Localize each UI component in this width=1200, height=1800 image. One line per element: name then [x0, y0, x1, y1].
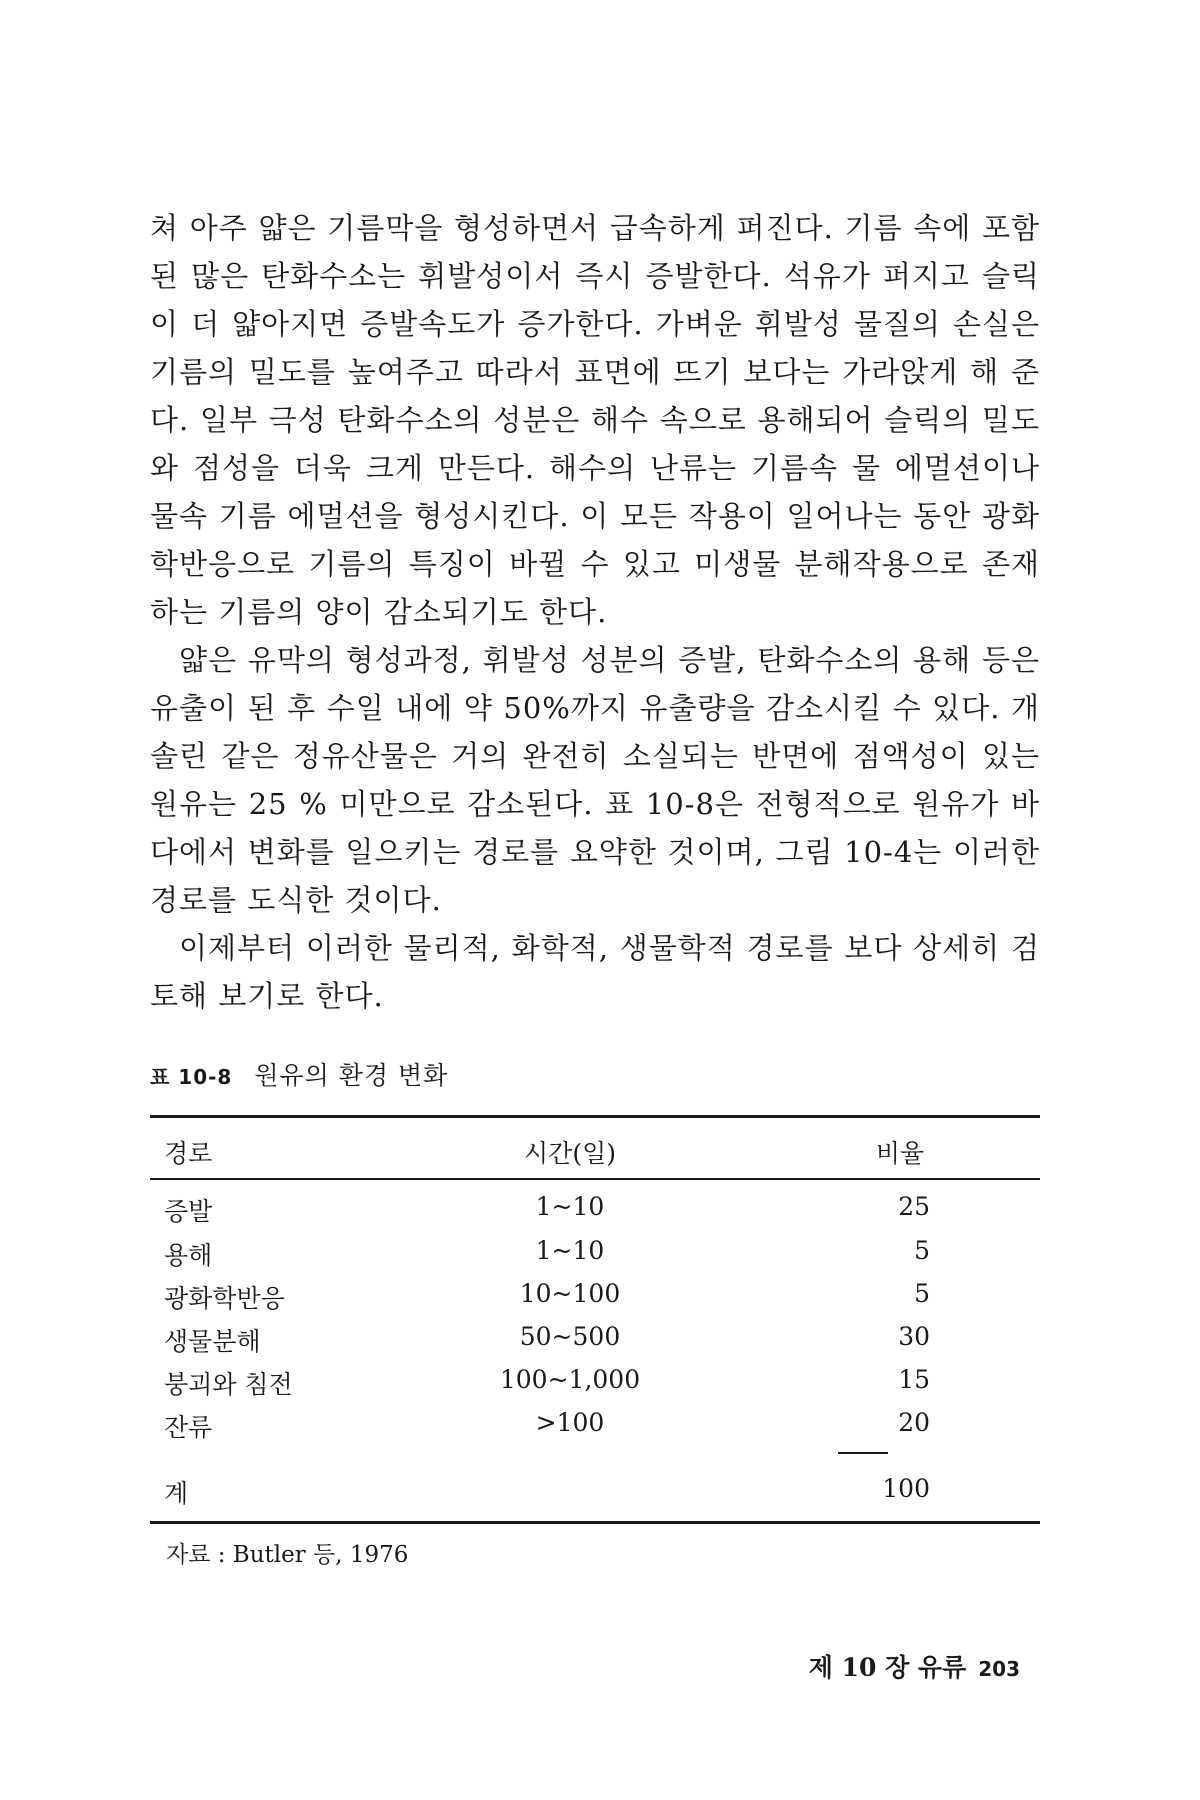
table-row: [150, 1365, 1040, 1405]
row-path: 증발: [164, 1197, 213, 1226]
header-ratio: 비율: [875, 1139, 925, 1168]
table-number: 표 10-8: [150, 1065, 233, 1089]
header-path: 경로: [164, 1139, 213, 1168]
row-time: >100: [535, 1408, 605, 1437]
row-path: 붕괴와 침전: [164, 1370, 293, 1399]
row-time: 10~100: [519, 1279, 621, 1308]
row-path: 광화학반응: [164, 1284, 285, 1313]
total-label: 계: [164, 1479, 189, 1508]
table-row: [150, 1408, 1040, 1448]
table-header-row: [150, 1134, 1040, 1174]
chapter-label: 제 10 장 유류: [808, 1653, 967, 1682]
table-row: [150, 1236, 1040, 1276]
paragraph-transition: 이제부터 이러한 물리적, 화학적, 생물학적 경로를 보다 상세히 검토해 보기로 한다.: [150, 931, 1040, 1013]
paragraph-continued: 쳐 아주 얇은 기름막을 형성하면서 급속하게 퍼진다. 기름 속에 포함된 많은 탄화수소는 휘발성이서 즉시 증발한다. 석유가 퍼지고 슬릭이 더 얇아지면 증발속도가 증가한다. 가벼운 휘발성 물질의 손실은 기름의 밀도를 높여주고 따라서 표면에 뜨기 보다는 가라앉게 해 준다. 일부 극성 탄화수소의 성분은 해수 속으로 용해되어 슬릭의 밀도와 점성을 더욱 크게 만든다. 해수의 난류는 기름속 물 에멀션이나 물속 기름 에멀션을 형성시킨다. 이 모든 작용이 일어나는 동안 광화학반응으로 기름의 특징이 바뀔 수 있고 미생물 분해작용으로 존재하는 기름의 양이 감소되기도 한다.: [150, 211, 1040, 629]
row-time: 100~1,000: [499, 1365, 641, 1394]
sum-underline: [838, 1452, 888, 1454]
row-ratio: 30: [898, 1322, 930, 1351]
table-row: [150, 1192, 1040, 1232]
row-ratio: 5: [914, 1236, 930, 1265]
paragraph-evaporation-summary: 얇은 유막의 형성과정, 휘발성 성분의 증발, 탄화수소의 용해 등은 유출이 된 후 수일 내에 약 50%까지 유출량을 감소시킬 수 있다. 개솔린 같은 정유산물은 거의 완전히 소실되는 반면에 점액성이 있는 원유는 25 % 미만으로 감소된다. 표 10-8은 전형적으로 원유가 바다에서 변화를 일으키는 경로를 요약한 것이며, 그림 10-4는 이러한 경로를 도식한 것이다.: [150, 643, 1040, 917]
row-ratio: 15: [898, 1365, 930, 1394]
row-time: 1~10: [535, 1192, 605, 1221]
table-row: [150, 1322, 1040, 1362]
row-time: 1~10: [535, 1236, 605, 1265]
table-row: [150, 1279, 1040, 1319]
row-time: 50~500: [519, 1322, 621, 1351]
table-header-rule: [150, 1178, 1040, 1180]
header-time: 시간(일): [524, 1139, 616, 1168]
row-path: 잔류: [164, 1413, 213, 1442]
table-top-rule: [150, 1115, 1040, 1118]
row-path: 용해: [164, 1241, 213, 1270]
page-footer: [809, 1648, 1020, 1684]
table-source: 자료 : Butler 등, 1976: [166, 1542, 409, 1568]
row-path: 생물분해: [164, 1327, 261, 1356]
row-ratio: 20: [898, 1408, 930, 1437]
total-ratio: 100: [882, 1474, 930, 1503]
row-ratio: 25: [898, 1192, 930, 1221]
body-text: [150, 204, 1040, 1020]
table-caption: [150, 1056, 448, 1092]
table-title: 원유의 환경 변화: [254, 1061, 449, 1090]
table-total-row: [150, 1474, 1040, 1514]
row-ratio: 5: [914, 1279, 930, 1308]
table-bottom-rule: [150, 1521, 1040, 1524]
page-number: 203: [978, 1657, 1020, 1681]
